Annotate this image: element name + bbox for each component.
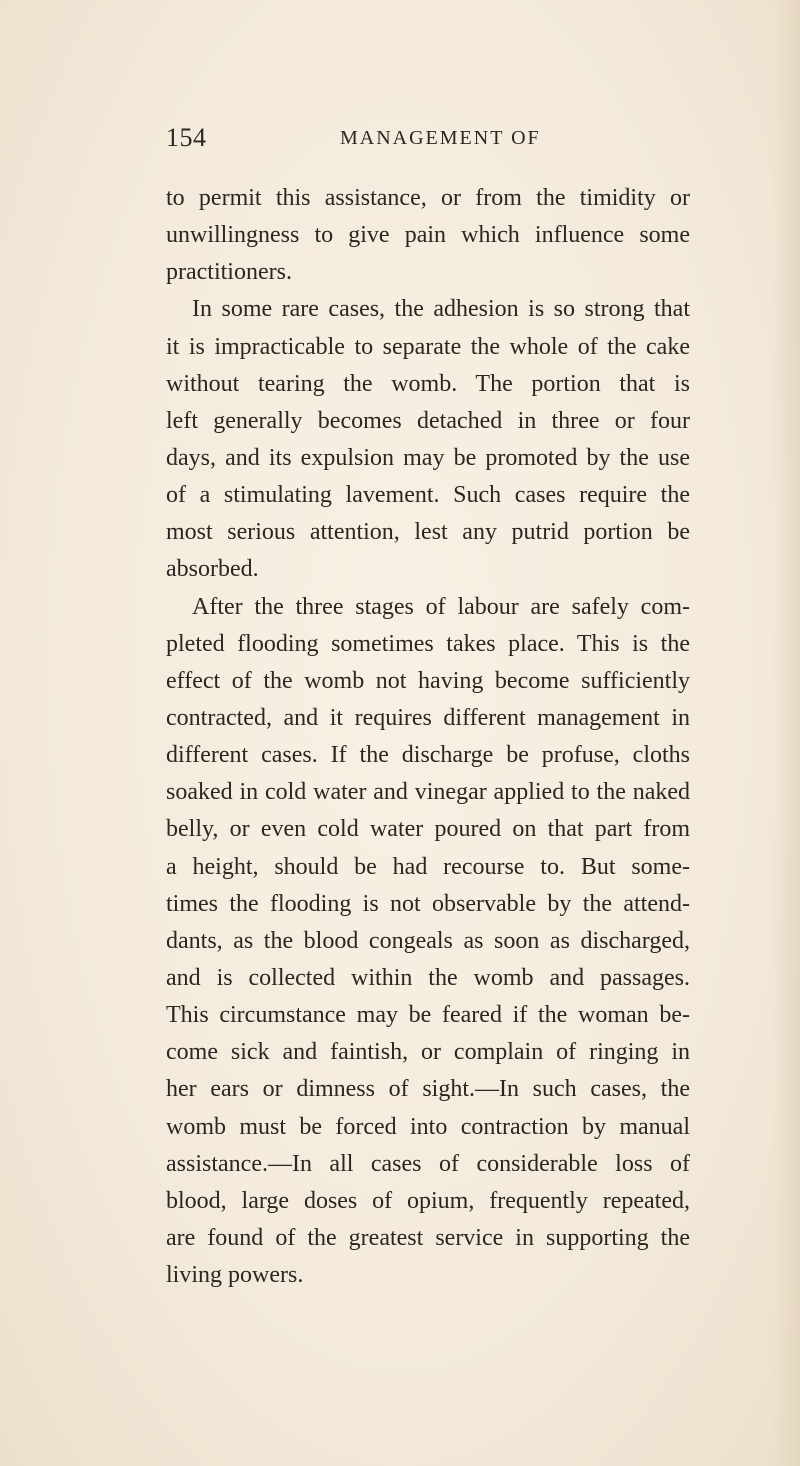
text-line: absorbed. xyxy=(166,556,259,583)
text-line: This circumstance may be feared if the woman be- xyxy=(166,1002,690,1029)
text-line: womb must be forced into contraction by manual xyxy=(166,1113,690,1140)
text-line: practitioners. xyxy=(166,259,292,286)
text-line: her ears or dimness of sight.—In such cases, the xyxy=(166,1076,690,1103)
text-line: left generally becomes detached in three or four xyxy=(166,407,690,434)
text-line: contracted, and it requires different management in xyxy=(166,704,690,731)
running-head xyxy=(166,123,690,163)
page-edge-shadow xyxy=(772,0,800,1466)
body-text xyxy=(166,180,690,1294)
text-line: soaked in cold water and vinegar applied to the naked xyxy=(166,779,690,806)
text-line: pleted flooding sometimes takes place. This is the xyxy=(166,630,690,657)
text-line: times the flooding is not observable by the attend- xyxy=(166,890,690,917)
text-line: living powers. xyxy=(166,1262,304,1289)
text-line: In some rare cases, the adhesion is so strong that xyxy=(192,296,690,323)
text-line: are found of the greatest service in supporting the xyxy=(166,1224,690,1251)
text-line: days, and its expulsion may be promoted by the use xyxy=(166,444,690,471)
text-line: assistance.—In all cases of considerable loss of xyxy=(166,1150,690,1177)
text-line: belly, or even cold water poured on that part from xyxy=(166,816,690,843)
text-line: to permit this assistance, or from the timidity or xyxy=(166,185,690,211)
page-number: 154 xyxy=(166,123,207,152)
text-line: most serious attention, lest any putrid portion be xyxy=(166,519,690,546)
text-line: dants, as the blood congeals as soon as discharged, xyxy=(166,927,690,954)
text-line: it is impracticable to separate the whole of the cake xyxy=(166,333,690,360)
text-line: effect of the womb not having become sufficiently xyxy=(166,667,690,694)
text-line: without tearing the womb. The portion that is xyxy=(166,370,690,397)
text-line: and is collected within the womb and passages. xyxy=(166,964,690,991)
text-line: unwillingness to give pain which influence some xyxy=(166,222,690,249)
text-line: different cases. If the discharge be profuse, cloths xyxy=(166,742,690,769)
text-line: After the three stages of labour are safely com- xyxy=(192,593,690,620)
text-line: of a stimulating lavement. Such cases require the xyxy=(166,482,690,509)
running-title: MANAGEMENT OF xyxy=(340,127,541,149)
text-line: come sick and faintish, or complain of ringing in xyxy=(166,1039,690,1066)
text-line: a height, should be had recourse to. But some- xyxy=(166,853,690,880)
text-line: blood, large doses of opium, frequently repeated, xyxy=(166,1187,690,1214)
